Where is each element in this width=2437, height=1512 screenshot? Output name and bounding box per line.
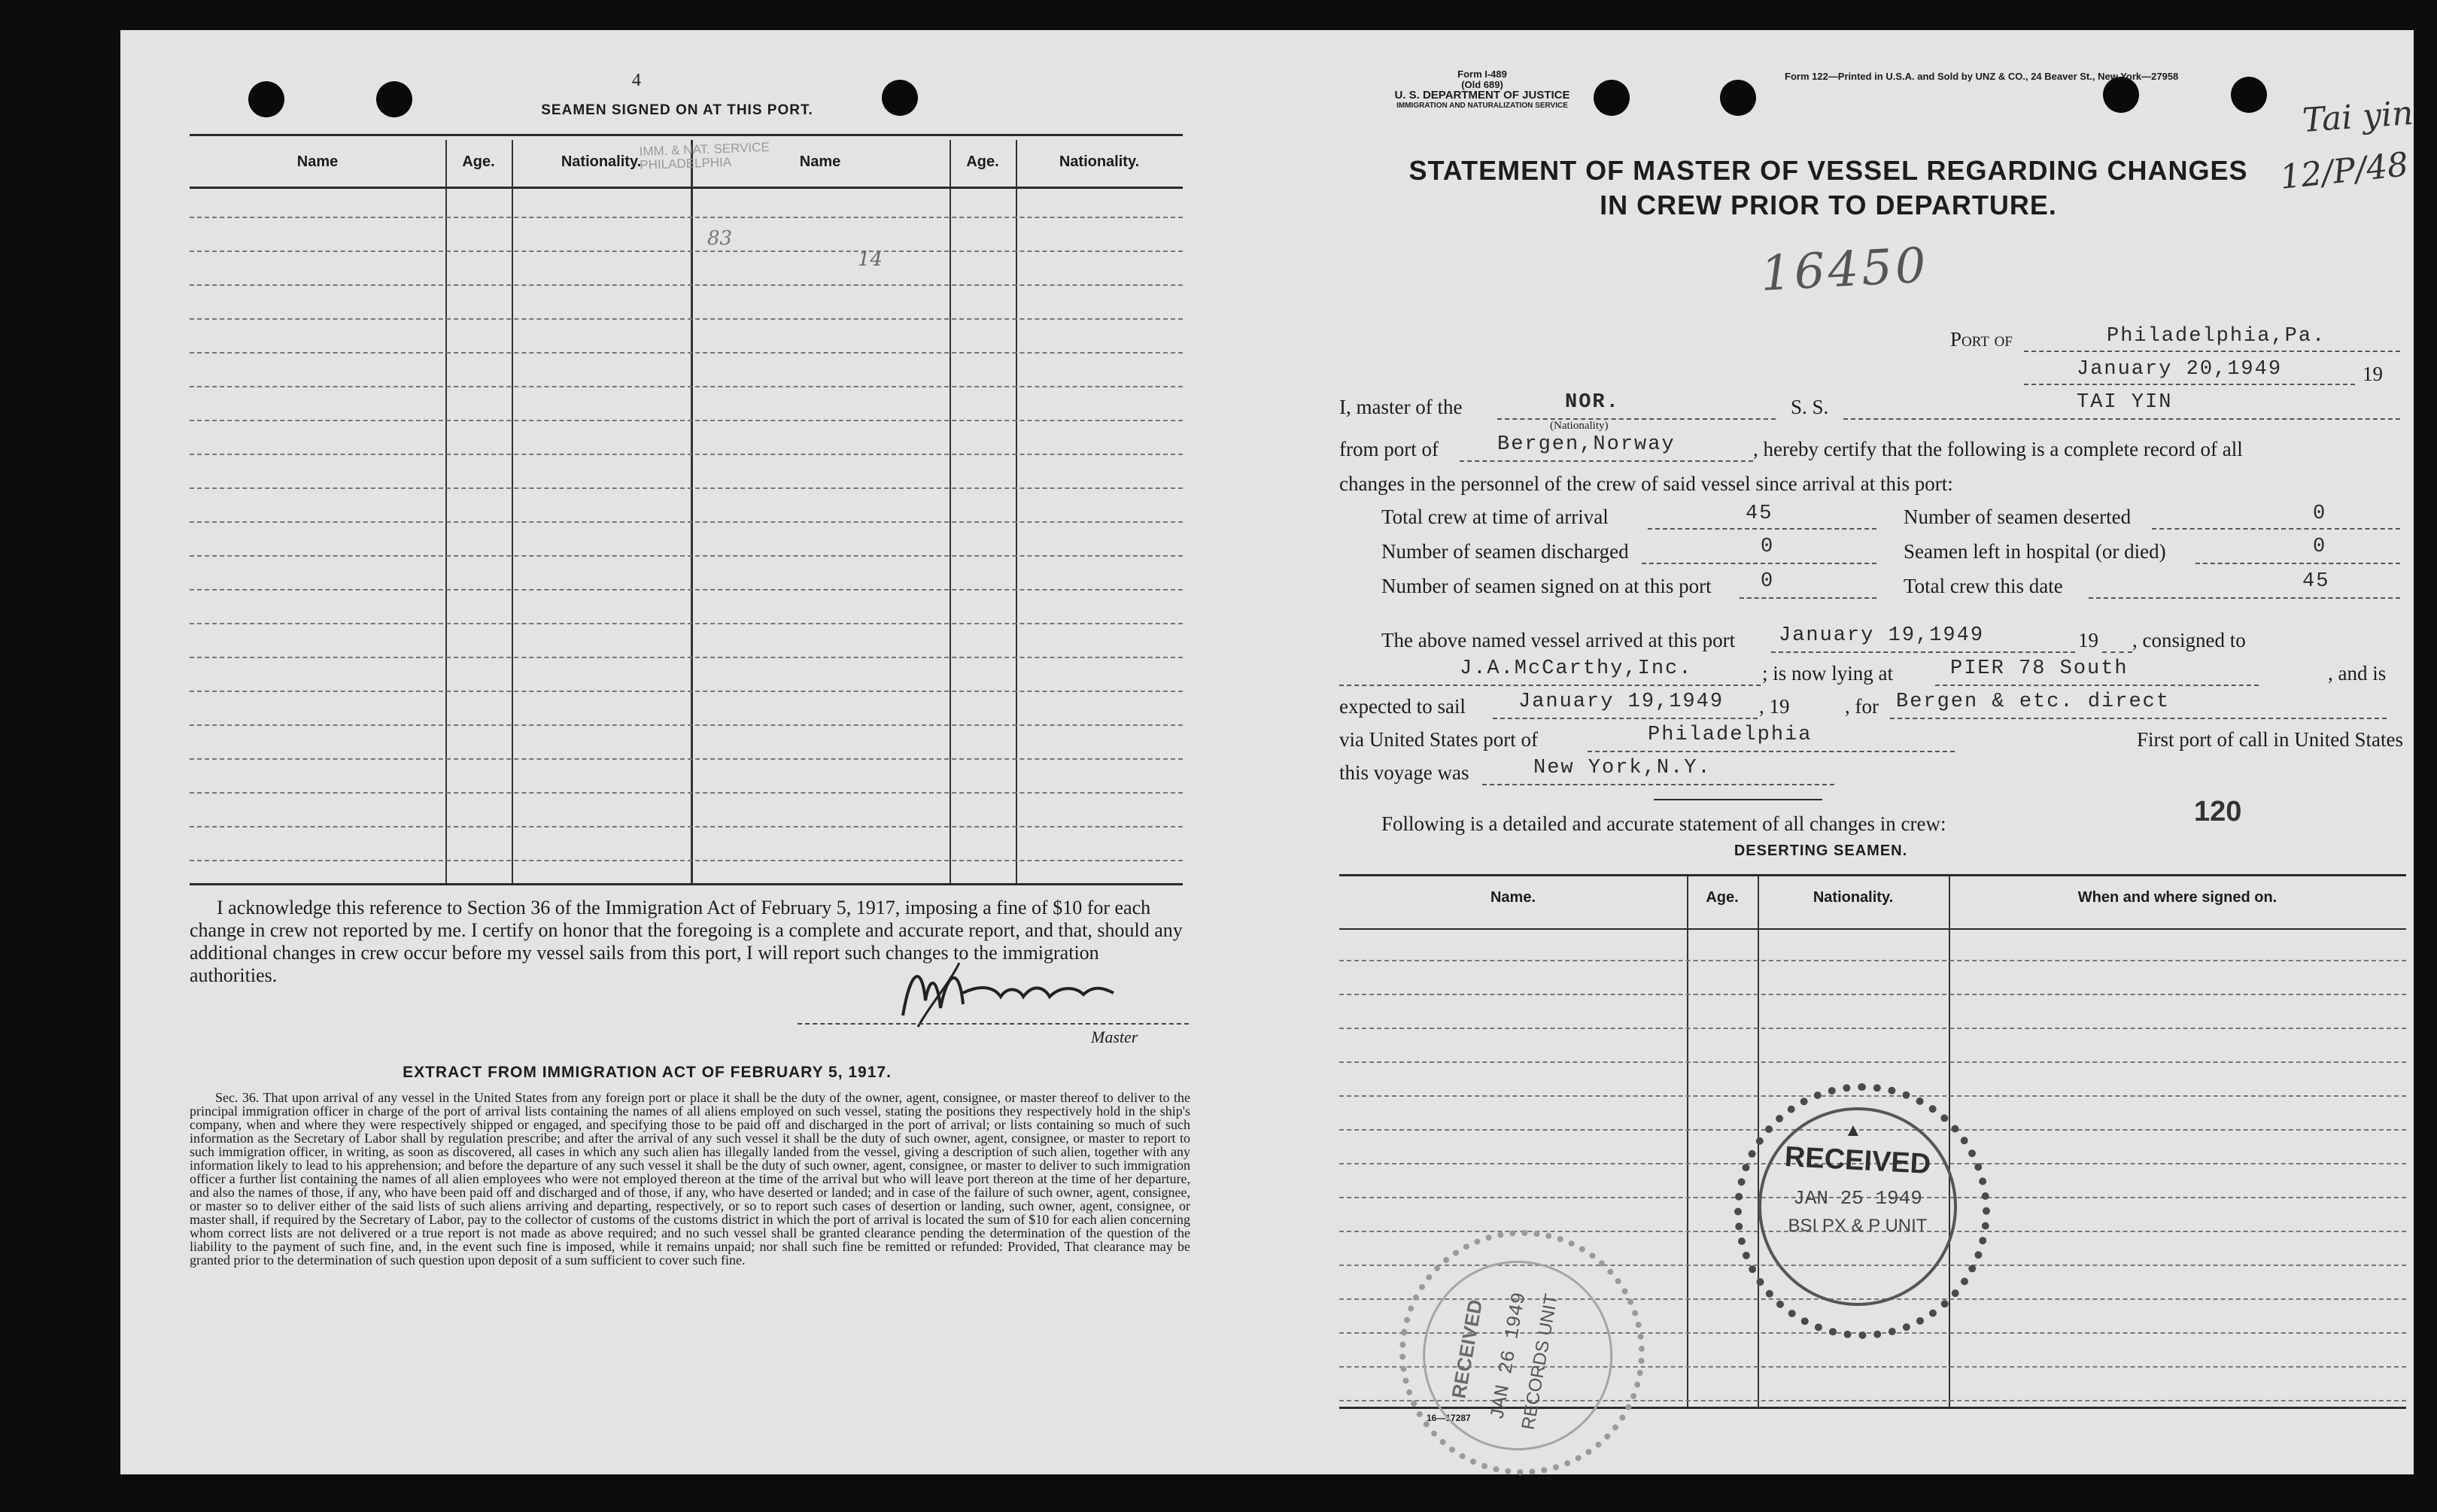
stat-total-today-label: Total crew this date [1904,575,2063,597]
consignee-value: J.A.McCarthy,Inc. [1460,657,1693,680]
stat-deserted-label: Number of seamen deserted [1904,506,2132,528]
nationality-caption: (Nationality) [1550,420,1609,432]
voyage-rule [1654,799,1822,800]
stat-arrival-value: 45 [1746,502,1773,525]
table-row-rule [190,623,1183,624]
handwritten-file-number: 16450 [1759,238,1931,302]
table-header-rule [190,187,1183,189]
from-port-label: from port of [1339,438,1439,460]
stamp-number: 120 [2194,796,2242,827]
table-row-rule [190,454,1183,455]
table-row-rule [1339,1061,2406,1063]
stamp-arrow-icon: ▲ [1844,1121,1862,1140]
arrived-label: The above named vessel arrived at this port [1381,629,1736,651]
following-text: Following is a detailed and accurate statement of all changes in crew: [1381,812,1946,835]
table-row-rule [190,284,1183,286]
table-row-rule [190,217,1183,218]
stat-total-today-value: 45 [2302,570,2330,593]
stat-discharged-label: Number of seamen discharged [1381,540,1629,563]
extract-title: EXTRACT FROM IMMIGRATION ACT OF FEBRUARY 5, 1917. [403,1064,892,1081]
table-row-rule [190,724,1183,726]
stat-arrival-label: Total crew at time of arrival [1381,506,1609,528]
ss-label: S. S. [1791,396,1829,418]
via-port-value: Philadelphia [1648,724,1813,746]
arrived-value: January 19,1949 [1779,624,1985,647]
pencil-mark: 14 [858,248,883,271]
desert-col-divider [1687,876,1688,1407]
table-row-rule [190,691,1183,692]
stat-signed-on-label: Number of seamen signed on at this port [1381,575,1712,597]
port-value: Philadelphia,Pa. [2107,325,2326,348]
table-row-rule [190,758,1183,760]
for-label: , for [1845,695,1879,718]
acknowledgement-text: I acknowledge this reference to Section 36 of the Immigration Act of February 5, 1917, imposing a fine of $10 for each change in crew not reported by me. I certify on honor that the foregoing is a complete and accurate report, and that, should any additional changes in crew occur before my vessel sails from this port, I will report such changes to the immigration authorities. [190,897,1183,986]
handwritten-ship-note: Tai yin [2301,93,2415,141]
form-title: STATEMENT OF MASTER OF VESSEL REGARDING CHANGES IN CREW PRIOR TO DEPARTURE. [1408,155,2248,220]
document-sheet [120,30,2414,1474]
table-row-rule [1339,960,2406,961]
master-signature [888,955,1144,1031]
left-page [120,30,1204,1474]
desert-col-nationality: Nationality. [1813,889,1894,906]
lying-label: ; is now lying at [1762,662,1893,685]
desert-table-header-rule [1339,928,2406,930]
col-name-2: Name [799,153,841,170]
pier-value: PIER 78 South [1950,657,2129,680]
table-row-rule [190,792,1183,794]
table-row-rule [190,521,1183,523]
via-label: via United States port of [1339,728,1538,751]
desert-col-signed-on: When and where signed on. [2077,889,2277,906]
page-number: 4 [632,71,641,90]
table-row-rule [190,250,1183,252]
nationality-value: NOR. [1565,391,1620,414]
date-value: January 20,1949 [2077,358,2283,381]
signature-line [798,1023,1189,1025]
col-nationality-2: Nationality. [1059,153,1140,170]
table-bottom-rule [190,883,1183,885]
faded-service-stamp: IMM. & NAT. SERVICE PHILADELPHIA [639,139,770,173]
from-port-value: Bergen,Norway [1497,433,1676,456]
stat-signed-on-value: 0 [1761,570,1775,593]
col-nationality-1: Nationality. [561,153,642,170]
table-row-rule [190,657,1183,658]
sail-year: , 19 [1759,695,1790,718]
desert-table-top [1339,874,2406,876]
arrived-year: 19 [2078,629,2098,651]
certify-text: , hereby certify that the following is a complete record of all [1753,438,2243,460]
stat-discharged-value: 0 [1761,536,1775,558]
deserting-title: DESERTING SEAMEN. [1734,843,1908,859]
col-name-1: Name [296,153,339,170]
first-call-label: First port of call in United States [2137,728,2403,751]
col-age-1: Age. [462,153,495,170]
consigned-label: , consigned to [2132,629,2246,651]
extract-text: Sec. 36. That upon arrival of any vessel in the United States from any foreign port or place it shall be the duty of the owner, agent, consignee, or master thereof to deliver to the principal immigration officer in charge of the port of arrival lists containing the names of all aliens employed on such vessel, stating the positions they respectively hold in the ship's company, when and where they were respectively shipped or engaged, and specifying those to be paid off and discharged in the port of arrival; or lists containing so much of such information as the Secretary of Labor shall by regulation prescribe; and after the arrival of any such vessel it shall be the duty of such owner, agent, consignee, or master to report to such immigration officer, in writing, as soon as discovered, all cases in which any such alien has illegally landed from the vessel, giving a description of such alien, together with any information likely to lead to his apprehension; and before the departure of any such vessel it shall be the duty of such owner, agent, consignee, or master to deliver to such immigration officer a further list containing the names of all alien employees who were not employed thereon at the time of the arrival but who will leave port thereon at the time of her departure, and also the names of those, if any, who have been paid off and discharged and of those, if any, who have deserted or landed; and in case of the failure of such owner, agent, consignee, or master so to deliver either of the said lists of such aliens arriving and departing, respectively, or so to report such cases of desertion or landing, such owner, agent, consignee, or master shall, if required by the Secretary of Labor, pay to the collector of customs of the customs district in which the port of arrival is located the sum of $10 for each alien concerning whom correct lists are not delivered or a true report is not made as above required; and no such vessel shall be granted clearance pending the determination of the question of the liability to the payment of such fine, and, in the event such fine is imposed, while it remains unpaid; nor shall such fine be remitted or refunded: Provided, That clearance may be granted prior to the determination of such question upon deposit of a sum sufficient to cover such fine. [190,1090,1190,1268]
expected-label: expected to sail [1339,695,1466,718]
master-label: Master [1091,1028,1138,1046]
first-call-value: New York,N.Y. [1533,757,1712,779]
form-code: 16—17287 [1427,1413,1471,1423]
col-age-2: Age. [966,153,999,170]
table-row-rule [190,487,1183,489]
desert-col-age: Age. [1706,889,1739,906]
stat-deserted-value: 0 [2313,502,2327,525]
table-row-rule [190,386,1183,387]
table-row-rule [190,555,1183,557]
destination-value: Bergen & etc. direct [1896,691,2171,713]
table-top-rule [190,134,1183,136]
records-stamp: RECEIVED JAN 26 1949 RECORDS UNIT [1380,1210,1664,1495]
table-row-rule [1339,1028,2406,1029]
received-stamp: ▲ RECEIVED JAN 25 1949 BSI PX & P UNIT [1734,1083,1990,1339]
table-row-rule [190,318,1183,320]
table-row-rule [190,860,1183,861]
table-row-rule [190,352,1183,354]
stat-hospital-value: 0 [2313,536,2327,558]
voyage-label: this voyage was [1339,761,1469,784]
section-title: SEAMEN SIGNED ON AT THIS PORT. [541,102,813,118]
table-row-rule [190,589,1183,591]
year-suffix: 19 [2363,363,2383,385]
form-heading: Form I-489 (Old 689) U. S. DEPARTMENT OF JUSTICE IMMIGRATION AND NATURALIZATION SERVICE [1394,68,1570,110]
table-row-rule [190,826,1183,827]
desert-col-name: Name. [1490,889,1536,906]
table-row-rule [1339,994,2406,995]
pencil-mark: 83 [707,227,733,250]
master-of-label: I, master of the [1339,396,1463,418]
sail-date-value: January 19,1949 [1518,691,1724,713]
stat-hospital-label: Seamen left in hospital (or died) [1904,540,2166,563]
and-is-label: , and is [2328,662,2387,685]
changes-text: changes in the personnel of the crew of said vessel since arrival at this port: [1339,472,1953,495]
port-label: Port of [1950,328,2013,351]
printer-note: Form 122—Printed in U.S.A. and Sold by UNZ & CO., 24 Beaver St., New York—27958 [1785,71,2179,82]
table-row-rule [190,420,1183,421]
ship-name: TAI YIN [2077,391,2173,414]
handwritten-date-note: 12/P/48 [2277,145,2411,197]
